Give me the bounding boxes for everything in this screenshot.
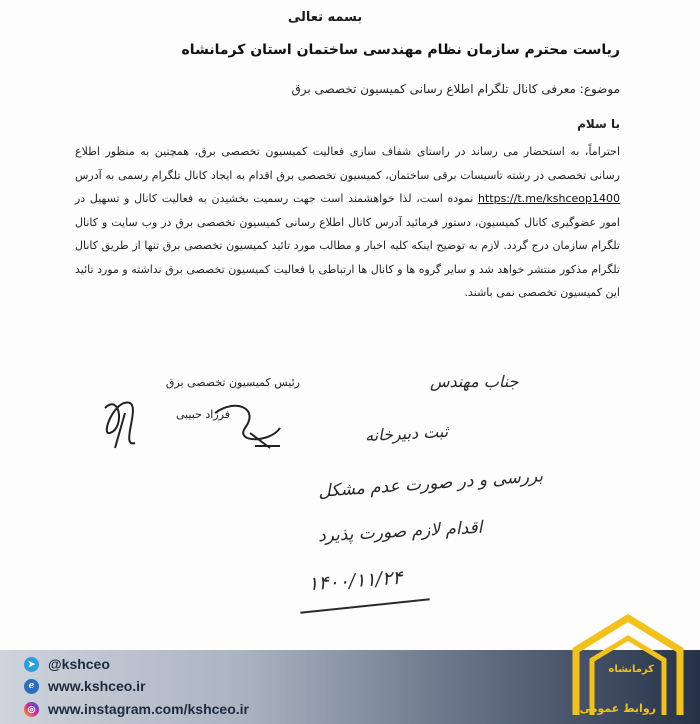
instagram-icon: ◎	[24, 702, 39, 717]
telegram-handle: @kshceo	[48, 656, 110, 672]
signature-scribble	[95, 388, 295, 458]
greeting: با سلام	[577, 117, 620, 131]
handwritten-line-2: ثبت دبیرخانه	[364, 421, 449, 446]
handwritten-line-4: اقدام لازم صورت پذیرد	[317, 517, 483, 547]
recipient-line: ریاست محترم سازمان نظام مهندسی ساختمان استان کرمانشاه	[181, 42, 620, 58]
body-text-part1: احتراماً، به استحضار می رساند در راستای شفاف سازی فعالیت کمیسیون تخصصی برق، همچنین به منظور اطلاع رسانی تخصصی در رشته تاسیسات برقی ساختمان، کمیسیون تخصصی برق اقدام به ایجاد کانال تلگرام رسمی به آدرس	[75, 145, 620, 182]
telegram-icon: ➤	[24, 657, 39, 672]
signer-name: فرزاد حبیبی	[175, 408, 230, 421]
subject-line: موضوع: معرفی کانال تلگرام اطلاع رسانی کمیسیون تخصصی برق	[291, 82, 620, 96]
signer-title: رئیس کمیسیون تخصصی برق	[165, 376, 300, 389]
bismillah-heading: بسمه تعالی	[287, 10, 363, 25]
website-url: www.kshceo.ir	[48, 678, 146, 694]
instagram-contact[interactable]	[24, 701, 249, 717]
browser-icon: e	[24, 679, 39, 694]
telegram-contact[interactable]	[24, 656, 110, 672]
handwritten-line-1: جناب مهندس	[430, 372, 519, 391]
handwritten-line-3: بررسی و در صورت عدم مشکل	[317, 466, 544, 502]
instagram-url: www.instagram.com/kshceo.ir	[48, 701, 249, 717]
logo-city-text: کرمانشاه	[608, 664, 654, 675]
letter-body	[75, 140, 620, 305]
logo-tagline: روابط عمومی	[579, 702, 656, 715]
handwritten-date: ۱۴۰۰/۱۱/۲۴	[307, 566, 404, 596]
handwritten-underline	[300, 598, 429, 614]
telegram-channel-link[interactable]: https://t.me/kshceop1400	[477, 192, 621, 205]
body-text-part2: نموده است، لذا خواهشمند است جهت رسمیت بخشیدن به فعالیت کانال و تسهیل در امور عضوگیری کانال کمیسیون، دستور فرمائید آدرس کانال اطلاع رسانی کمیسیون تخصصی برق در وب سایت و کانال تلگرام سازمان درج گردد. لازم به توضیح اینکه کلیه اخبار و مطالب مورد تائید کمیسیون تخصصی برق تنها از طریق کانال تلگرام مذکور منتشر خواهد شد و سایر گروه ها و کانال ها ارتباطی با فعالیت کمیسیون تخصصی برق نداشته و مورد تائید این کمیسیون تخصصی نمی باشند.	[75, 192, 620, 299]
website-contact[interactable]	[24, 678, 146, 694]
